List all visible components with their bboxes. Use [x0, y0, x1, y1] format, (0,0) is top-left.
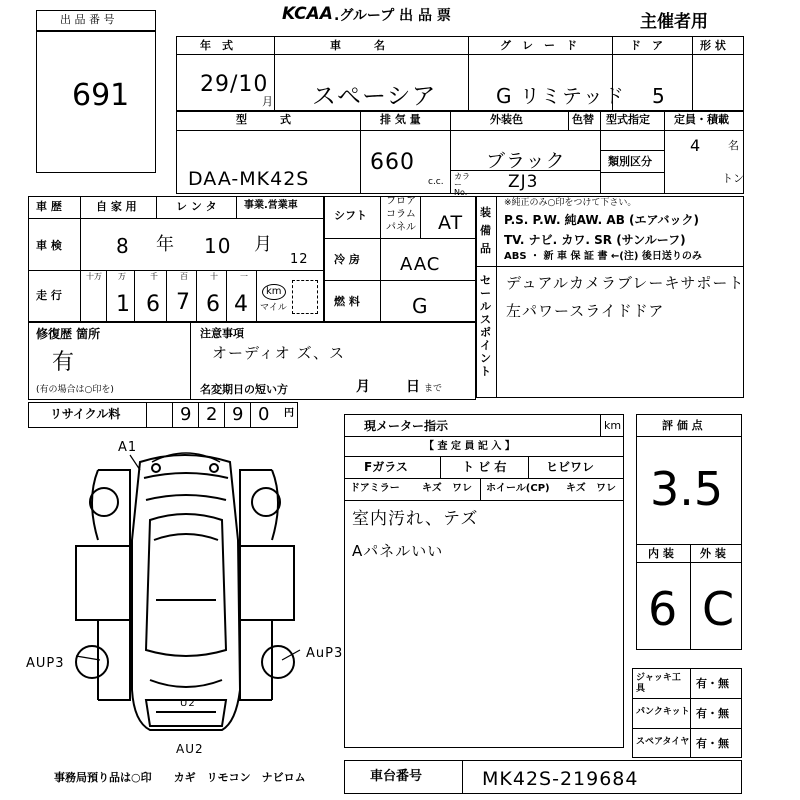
mirror-ware: ワレ [452, 483, 472, 494]
v-year: 29/10 [200, 72, 269, 97]
recycle-d2: 2 [206, 404, 219, 425]
v-cool: AAC [400, 254, 441, 275]
v-teiin: 4 [690, 136, 702, 155]
v-interior: 6 [648, 582, 679, 636]
inspector-note2: Aパネルいい [352, 542, 444, 560]
footer-office: 事務局預り品は○印 カギ リモコン ナビロム [54, 771, 306, 784]
mileage-d2: 6 [146, 292, 161, 317]
h-inspector: 【 査 定 員 記 入 】 [424, 441, 515, 452]
v-repair: 有 [52, 350, 75, 375]
mirror-kizu: キズ [422, 483, 442, 494]
v-exterior: C [702, 582, 736, 636]
u-cc: c.c. [428, 177, 444, 187]
v-shaken-note: 12 [290, 252, 309, 267]
mileage-d5: 4 [234, 292, 249, 317]
u-month: 月 [262, 95, 273, 108]
u-ton: トン [722, 172, 744, 185]
h-chassis: 車台番号 [370, 769, 423, 784]
u-colorno: カラー No. [454, 172, 470, 197]
v-colorno: ZJ3 [508, 172, 539, 192]
u-caution-day: 日 [406, 379, 420, 395]
copy-label: 主催者用 [640, 12, 708, 32]
diag-u2: U2 [180, 698, 196, 709]
h-tkshitei: 型式指定 [606, 113, 650, 126]
h-teiin: 定員・積載 [674, 113, 729, 126]
unit-10k: 万 [118, 272, 126, 281]
h-repair: 修復歴 箇所 [36, 327, 101, 341]
u-shaken-month: 月 [254, 234, 272, 255]
h-cchange: 色替 [572, 113, 594, 126]
h-recycle: リサイクル料 [50, 407, 121, 421]
u-caution-made: まで [424, 384, 443, 394]
u-mile: マイル [260, 303, 287, 313]
v-chassis: MK42S-219684 [482, 768, 639, 790]
h-color: 外装色 [490, 113, 523, 126]
u-persons: 名 [728, 139, 739, 152]
wheel-kizu: キズ [566, 483, 586, 494]
opt-jigyo: 事業.営業車 [244, 200, 298, 211]
v-score: 3.5 [650, 462, 724, 516]
v-shift: AT [438, 212, 464, 234]
h-fuel: 燃 料 [334, 295, 360, 308]
u-km: km [262, 284, 286, 300]
h-ruibetsu: 類別区分 [608, 155, 652, 168]
repair-note: (有の場合は○印を) [36, 385, 114, 395]
equip-line1: P.S. P.W. 純AW. AB (エアバック) [504, 213, 700, 227]
v-color: ブラック [486, 150, 566, 172]
h-disp: 排 気 量 [380, 113, 421, 126]
shift-panel: パネル [386, 222, 416, 233]
u-shaken-year: 年 [156, 234, 174, 255]
opt-jikayo: 自 家 用 [96, 200, 137, 213]
v-caution: オーディオ ズ、ス [212, 344, 346, 362]
caution-expire: 名変期日の短い方 [200, 383, 288, 396]
wheel-label: ホイール(CP) [486, 483, 550, 494]
h-exterior: 外 装 [700, 547, 726, 560]
tool-puncture-yn: 有・無 [696, 707, 729, 720]
mileage-d1: 1 [116, 292, 131, 317]
recycle-d3: 9 [232, 404, 245, 425]
h-caution: 注意事項 [200, 327, 244, 340]
tool-spare-yn: 有・無 [696, 737, 729, 750]
u-caution-month: 月 [356, 379, 370, 395]
lot-number: 691 [72, 78, 130, 113]
h-model: 型 式 [236, 113, 291, 126]
h-car: 車 名 [330, 39, 385, 52]
tobi-label: ト ビ 右 [462, 460, 507, 474]
hibi-label: ヒビワレ [546, 460, 595, 474]
h-door: ド ア [630, 39, 663, 52]
diag-a1: A1 [118, 440, 138, 455]
h-grade: グ レ ー ド [500, 39, 577, 52]
u-recycle: 円 [284, 408, 294, 419]
form-title: .グループ 出 品 票 [334, 8, 451, 24]
tool-puncture: パンクキット [636, 707, 690, 717]
h-score: 評 価 点 [662, 419, 703, 432]
h-interior: 内 装 [648, 547, 674, 560]
h-shift: シフト [334, 209, 367, 222]
lot-label: 出 品 番 号 [60, 13, 115, 26]
inspector-note1: 室内汚れ、テズ [352, 509, 479, 529]
v-disp: 660 [370, 150, 415, 175]
v-model: DAA-MK42S [188, 168, 310, 190]
u-meter: km [604, 419, 622, 432]
h-shape: 形 状 [700, 39, 726, 52]
h-equip: 装 備 品 [480, 206, 491, 255]
mirror-label: ドアミラー [350, 483, 400, 494]
recycle-d1: 9 [180, 404, 193, 425]
h-sale: セールスポイント [480, 274, 491, 378]
h-year: 年 式 [200, 39, 233, 52]
wheel-ware: ワレ [596, 483, 616, 494]
brand-logo: KCAA [282, 4, 333, 24]
h-history: 車 歴 [36, 200, 62, 213]
unit-100: 百 [180, 272, 188, 281]
v-car: スペーシア [312, 82, 437, 110]
diag-aup3-left: AUP3 [26, 656, 65, 671]
unit-100k: 十万 [86, 272, 102, 281]
diag-au2: AU2 [176, 742, 204, 756]
equip-line3: ABS ・ 新 車 保 証 書 ←(注) 後日送りのみ [504, 251, 702, 262]
tool-jack: ジャッキ工具 [636, 673, 681, 694]
sale-line2: 左パワースライドドア [506, 302, 665, 320]
equip-line2: TV. ナビ. カワ. SR (サンルーフ) [504, 233, 686, 247]
h-cool: 冷 房 [334, 253, 360, 266]
v-grade: G リミテッド [496, 84, 625, 108]
h-meter: 現メーター指示 [364, 419, 449, 433]
diag-aup3-right: AuP3 [306, 646, 344, 661]
equip-note: ※純正のみ○印をつけて下さい。 [504, 198, 637, 208]
h-mileage: 走 行 [36, 289, 62, 302]
h-shaken: 車 検 [36, 239, 62, 252]
tool-spare: スペアタイヤ [636, 737, 690, 747]
shift-floor: フロア [386, 196, 416, 207]
f-glass: Fガラス [364, 460, 408, 474]
recycle-d4: 0 [258, 404, 271, 425]
v-shaken-month: 10 [204, 234, 232, 258]
v-shaken-year: 8 [116, 234, 130, 258]
v-fuel: G [412, 294, 429, 318]
mileage-d4: 6 [206, 292, 221, 317]
shift-column: コラム [386, 209, 416, 220]
unit-1k: 千 [150, 272, 158, 281]
unit-10: 十 [210, 272, 218, 281]
opt-renta: レ ン タ [176, 200, 217, 213]
unit-1: 一 [240, 272, 248, 281]
sale-line1: デュアルカメラブレーキサポート [506, 274, 745, 292]
tool-jack-yn: 有・無 [696, 677, 729, 690]
v-door: 5 [652, 84, 666, 108]
mileage-d3: 7 [176, 290, 191, 315]
